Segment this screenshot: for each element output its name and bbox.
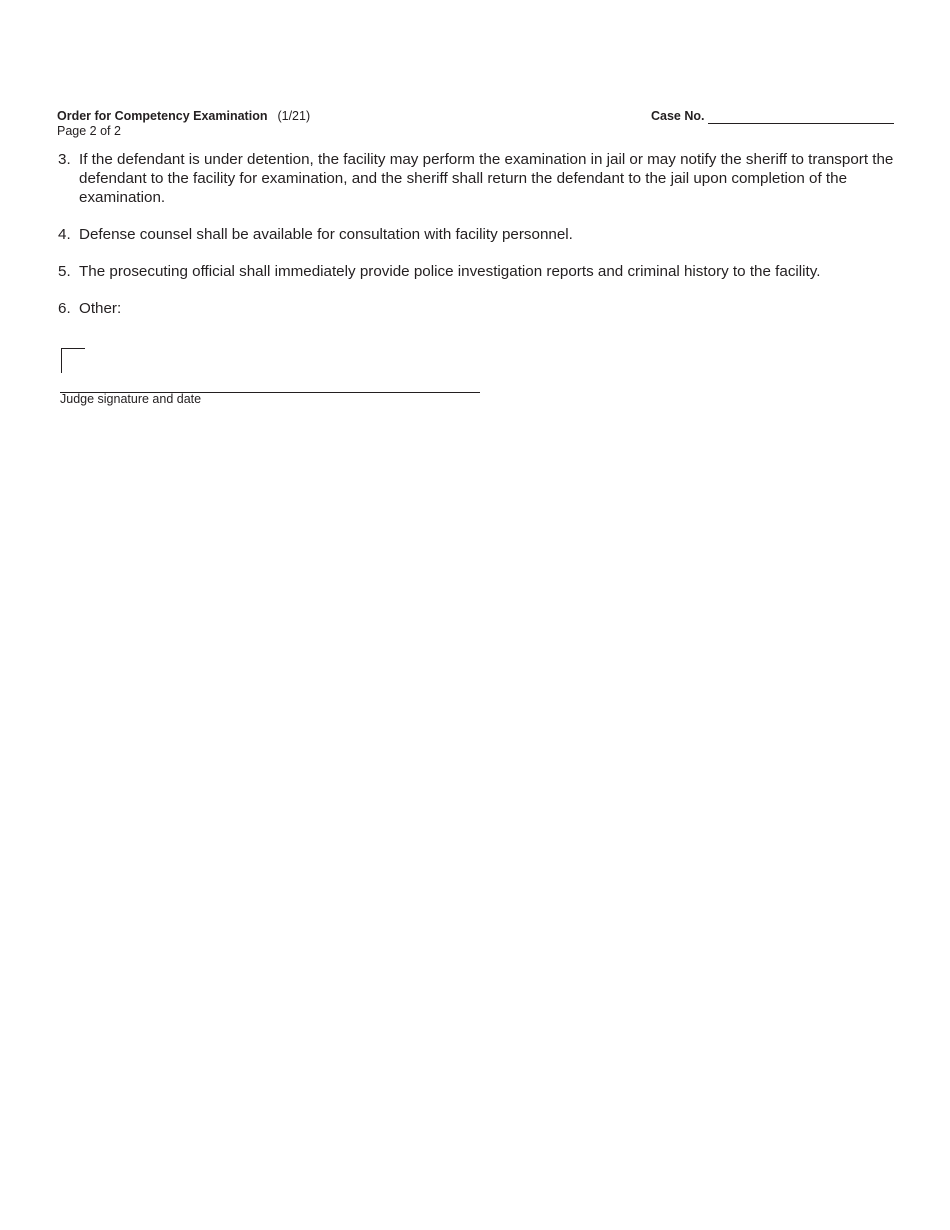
page-indicator: Page 2 of 2 — [57, 124, 121, 138]
item-text: The prosecuting official shall immediately provide police investigation reports and criminal history to the facility. — [79, 263, 821, 280]
list-item — [58, 225, 894, 244]
item-number: 5. — [58, 263, 71, 280]
signature-label: Judge signature and date — [60, 392, 202, 406]
signature-box-corner[interactable] — [61, 348, 85, 373]
form-title-line — [57, 109, 310, 124]
list-item — [58, 150, 894, 207]
list-item — [58, 299, 894, 318]
case-number-block — [651, 109, 894, 124]
list-item — [58, 262, 894, 281]
item-text: If the defendant is under detention, the facility may perform the examination in jail or may notify the sheriff to transport the defendant to the facility for examination, and the sheriff shall return the defendant to the jail upon completion of the examination. — [79, 151, 894, 206]
form-title: Order for Competency Examination — [57, 109, 268, 123]
item-text: Defense counsel shall be available for consultation with facility personnel. — [79, 226, 573, 243]
case-number-label: Case No. — [651, 109, 705, 123]
form-revision: (1/21) — [277, 109, 311, 123]
order-items-list — [58, 150, 894, 336]
item-number: 4. — [58, 226, 71, 243]
form-header — [57, 109, 310, 139]
case-number-field[interactable] — [708, 111, 894, 124]
item-number: 3. — [58, 151, 71, 168]
item-number: 6. — [58, 300, 71, 317]
item-text: Other: — [79, 300, 122, 317]
